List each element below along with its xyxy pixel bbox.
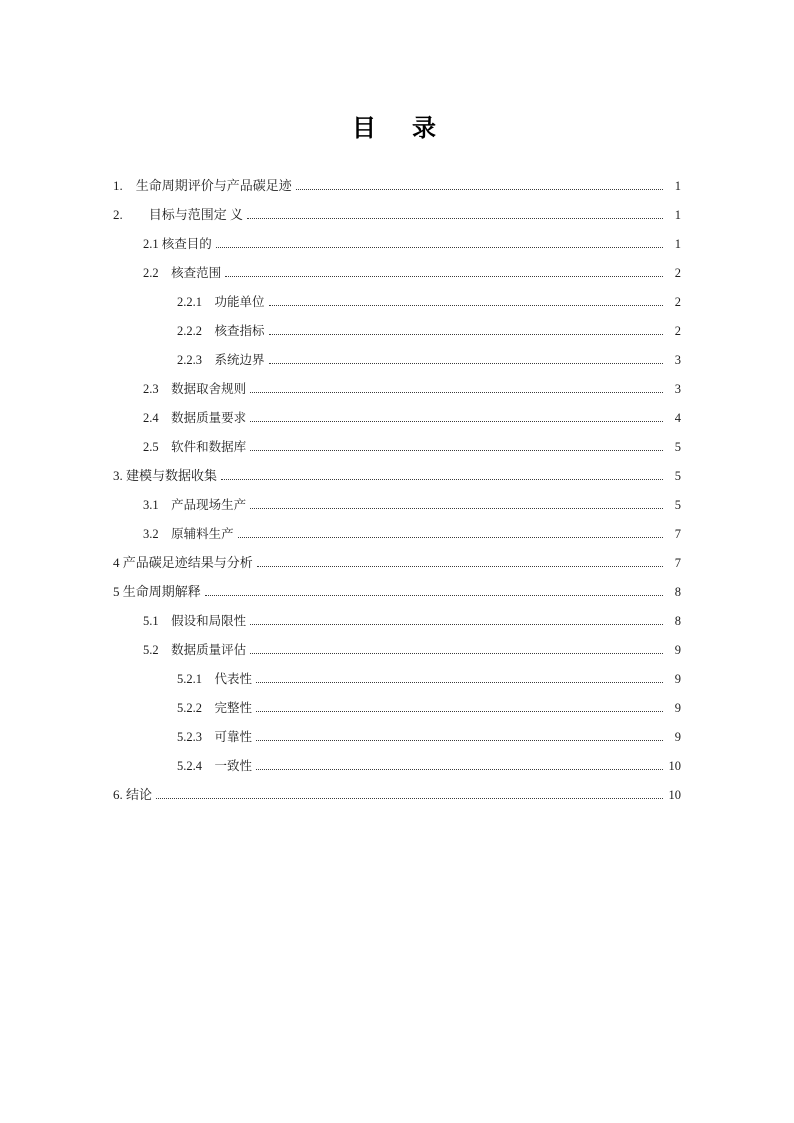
toc-entry[interactable] [113,193,681,222]
toc-page-number: 2 [674,323,681,338]
toc-entry[interactable] [113,541,681,570]
page-title: 目 录 [352,116,442,142]
toc-entry[interactable] [113,454,681,483]
table-of-contents [113,164,681,802]
toc-leader-dots [250,624,663,625]
toc-leader-dots [238,537,663,538]
toc-page-number: 2 [674,294,681,309]
toc-page-number: 2 [674,265,681,280]
toc-leader-dots [257,566,663,567]
toc-leader-dots [250,508,663,509]
toc-page-number: 5 [674,497,681,512]
toc-leader-dots [250,450,663,451]
toc-entry-label: 2.2.1 功能单位 [177,294,265,309]
toc-page-number: 3 [674,381,681,396]
toc-page-number: 9 [674,700,681,715]
toc-entry[interactable] [113,251,681,280]
toc-leader-dots [296,189,663,190]
toc-page-number: 1 [674,236,681,251]
toc-entry-label: 5.2.1 代表性 [177,671,253,686]
toc-entry[interactable] [113,628,681,657]
toc-entry-label: 5.2.3 可靠性 [177,729,253,744]
toc-entry-label: 5 生命周期解释 [113,584,201,599]
toc-entry[interactable] [113,599,681,628]
toc-entry-label: 4 产品碳足迹结果与分析 [113,555,253,570]
toc-page-number: 7 [674,555,681,570]
toc-entry[interactable] [113,396,681,425]
toc-leader-dots [269,334,663,335]
toc-entry-label: 2.5 软件和数据库 [143,439,247,454]
toc-entry[interactable] [113,686,681,715]
toc-page-number: 3 [674,352,681,367]
toc-page-number: 10 [668,787,681,802]
toc-entry-label: 5.2 数据质量评估 [143,642,247,657]
toc-entry-label: 1. 生命周期评价与产品碳足迹 [113,178,292,193]
toc-leader-dots [269,305,663,306]
toc-entry-label: 2.2.2 核查指标 [177,323,265,338]
toc-leader-dots [247,218,663,219]
toc-entry-label: 2.4 数据质量要求 [143,410,247,425]
toc-leader-dots [156,798,663,799]
toc-entry[interactable] [113,715,681,744]
toc-entry[interactable] [113,512,681,541]
toc-entry[interactable] [113,222,681,251]
toc-entry[interactable] [113,338,681,367]
toc-page-number: 5 [674,468,681,483]
toc-entry-label: 2.2 核查范围 [143,265,222,280]
toc-entry-label: 2.1 核查目的 [143,236,212,251]
toc-entry-label: 3. 建模与数据收集 [113,468,218,483]
toc-entry[interactable] [113,657,681,686]
toc-entry-label: 5.2.2 完整性 [177,700,253,715]
toc-page-number: 8 [674,584,681,599]
toc-entry-label: 3.1 产品现场生产 [143,497,247,512]
toc-page-number: 1 [674,178,681,193]
toc-entry-label: 5.1 假设和局限性 [143,613,247,628]
toc-leader-dots [221,479,663,480]
toc-entry-label: 5.2.4 一致性 [177,758,253,773]
toc-entry-label: 2. 目标与范围定 义 [113,207,244,222]
toc-leader-dots [269,363,663,364]
toc-entry[interactable] [113,744,681,773]
toc-leader-dots [250,421,663,422]
toc-page-number: 9 [674,729,681,744]
toc-entry[interactable] [113,483,681,512]
toc-leader-dots [250,392,663,393]
toc-page-number: 5 [674,439,681,454]
toc-page-number: 7 [674,526,681,541]
toc-leader-dots [256,769,663,770]
toc-page-number: 8 [674,613,681,628]
toc-entry[interactable] [113,280,681,309]
toc-entry[interactable] [113,570,681,599]
toc-leader-dots [216,247,663,248]
toc-entry-label: 6. 结论 [113,787,153,802]
toc-entry-label: 2.2.3 系统边界 [177,352,265,367]
toc-entry[interactable] [113,309,681,338]
toc-page-number: 9 [674,642,681,657]
toc-leader-dots [256,740,663,741]
toc-leader-dots [250,653,663,654]
toc-entry[interactable] [113,773,681,802]
toc-page-number: 10 [668,758,681,773]
toc-leader-dots [205,595,663,596]
toc-leader-dots [256,711,663,712]
toc-leader-dots [225,276,663,277]
toc-entry-label: 3.2 原辅料生产 [143,526,234,541]
toc-entry[interactable] [113,164,681,193]
toc-leader-dots [256,682,663,683]
toc-entry[interactable] [113,367,681,396]
toc-entry-label: 2.3 数据取舍规则 [143,381,247,396]
toc-page-number: 9 [674,671,681,686]
toc-entry[interactable] [113,425,681,454]
toc-page-number: 1 [674,207,681,222]
toc-page-number: 4 [674,410,681,425]
